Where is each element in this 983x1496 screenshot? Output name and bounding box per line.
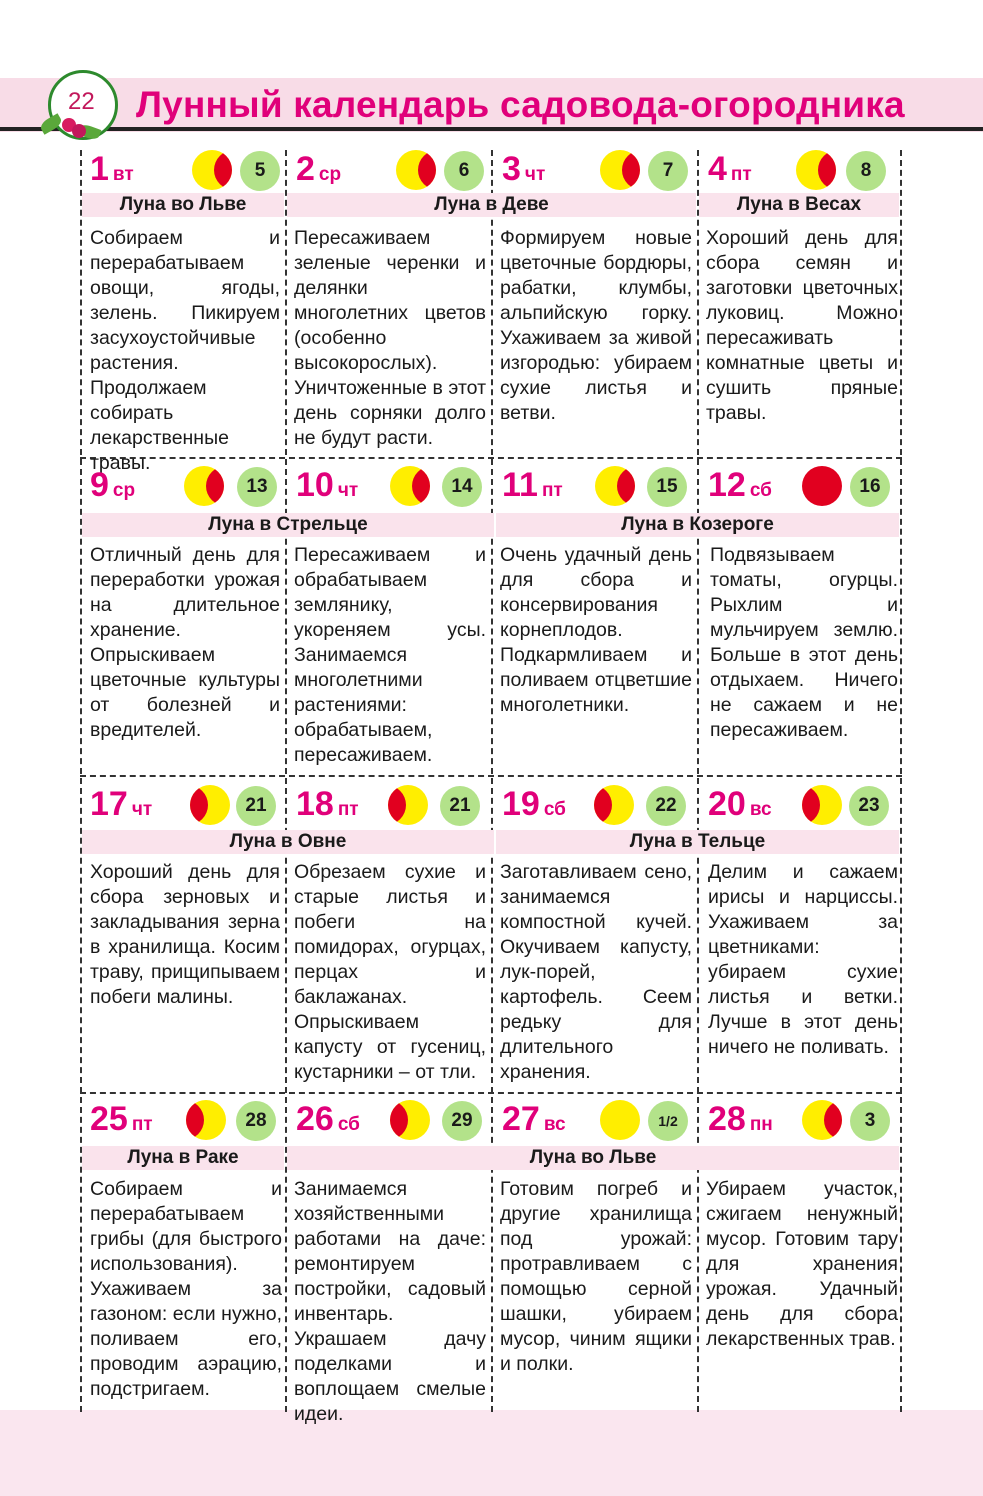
day-number: 12 сб [708, 466, 772, 504]
moon-phase-icon [184, 466, 224, 506]
day-description: Подвязываем томаты, огурцы. Рыхлим и мульчируем землю. Больше в этот день отдыхаем. Ничего не сажаем и не пересаживаем. [710, 544, 898, 741]
day-header [80, 466, 285, 516]
lunar-day-badge: 21 [440, 786, 480, 826]
day-description: Собираем и перерабатываем грибы (для быстрого использования). Ухаживаем за газоном: если нужно, поливаем его, проводим аэрацию, подстригаем. [90, 1178, 282, 1400]
lunar-day-badge: 13 [237, 467, 277, 507]
moon-phase-icon [192, 150, 232, 190]
day-header [286, 785, 491, 835]
grid-line [697, 150, 699, 1412]
moon-phase-icon [594, 785, 634, 825]
lunar-day-badge: 8 [846, 151, 886, 191]
day-description: Пересаживаем зеленые черенки и делянки многолетних цветов (особенно высокорослых). Уничтоженные в этот день сорняки долго не будут расти. [294, 227, 486, 449]
day-header [492, 466, 697, 516]
lunar-day-badge: 15 [647, 467, 687, 507]
day-description: Хороший день для сбора семян и заготовки цветочных луковиц. Можно пересаживать комнатные цветы и сушить пряные травы. [706, 227, 898, 424]
zodiac-sign-bar: Луна в Деве [287, 193, 696, 217]
zodiac-sign-bar: Луна во Льве [287, 1146, 899, 1170]
moon-phase-icon [396, 150, 436, 190]
day-number: 1 вт [90, 150, 134, 188]
lunar-day-badge: 16 [850, 467, 890, 507]
grid-line [80, 150, 82, 1412]
moon-phase-icon [390, 466, 430, 506]
moon-phase-icon [190, 785, 230, 825]
grid-line [491, 150, 493, 1412]
day-number: 9 ср [90, 466, 136, 504]
day-description: Пересаживаем и обрабатываем землянику, укореняем усы. Занимаемся многолетними растениями: обрабатываем, пересаживаем. [294, 544, 486, 766]
lunar-day-badge: 28 [236, 1101, 276, 1141]
lunar-day-badge: 29 [442, 1101, 482, 1141]
grid-line [80, 1092, 902, 1094]
day-number: 17 чт [90, 785, 153, 823]
bottom-band [0, 1410, 983, 1496]
day-header [698, 785, 903, 835]
page-title: Лунный календарь садовода-огородника [136, 84, 905, 125]
moon-phase-icon [595, 466, 635, 506]
lunar-day-badge: 23 [849, 786, 889, 826]
zodiac-sign-bar: Луна в Раке [82, 1146, 284, 1170]
lunar-day-badge: 14 [442, 467, 482, 507]
day-description: Формируем новые цветочные бордюры, рабатки, клумбы, альпийскую горку. Ухаживаем за живой изгородью: убираем сухие листья и ветви. [500, 227, 692, 424]
zodiac-sign-bar: Луна в Тельце [496, 830, 899, 854]
moon-phase-icon [388, 785, 428, 825]
berry-icon [72, 124, 86, 138]
day-header [698, 1100, 903, 1150]
lunar-day-badge: 6 [444, 151, 484, 191]
day-description: Убираем участок, сжигаем ненужный мусор. Готовим тару для хранения урожая. Удачный день для сбора лекарственных трав. [706, 1178, 898, 1350]
moon-phase-icon [390, 1100, 430, 1140]
moon-phase-icon [600, 150, 640, 190]
day-number: 28 пн [708, 1100, 773, 1138]
day-number: 3 чт [502, 150, 546, 188]
day-number: 10 чт [296, 466, 359, 504]
lunar-day-badge: 1/2 [648, 1101, 688, 1141]
day-number: 4 пт [708, 150, 752, 188]
day-header [80, 785, 285, 835]
day-number: 27 вс [502, 1100, 566, 1138]
lunar-day-badge: 3 [850, 1101, 890, 1141]
day-number: 2 ср [296, 150, 342, 188]
day-header [492, 785, 697, 835]
grid-line [80, 775, 902, 777]
day-description: Хороший день для сбора зерновых и закладывания зерна в хранилища. Косим траву, прищипываем побеги малины. [90, 861, 280, 1008]
day-description: Очень удачный день для сбора и консервирования корнеплодов. Подкармливаем и поливаем отцветшие многолетники. [500, 544, 692, 716]
day-header [492, 1100, 697, 1150]
moon-phase-icon [186, 1100, 226, 1140]
day-number: 11 пт [502, 466, 563, 504]
new-moon-icon [600, 1100, 640, 1140]
grid-line [900, 150, 902, 1412]
zodiac-sign-bar: Луна в Козероге [496, 513, 899, 537]
day-number: 25 пт [90, 1100, 153, 1138]
moon-phase-icon [802, 785, 842, 825]
header-underline [0, 127, 983, 131]
grid-line [285, 150, 287, 1412]
day-description: Обрезаем сухие и старые листья и побеги на помидорах, огурцах, перцах и баклажанах. Опрыскиваем капусту от гусениц, кустарники – от тли. [294, 861, 486, 1083]
day-number: 20 вс [708, 785, 772, 823]
day-description: Отличный день для переработки урожая на длительное хранение. Опрыскиваем цветочные культуры от болезней и вредителей. [90, 544, 280, 741]
lunar-day-badge: 22 [646, 786, 686, 826]
lunar-day-badge: 5 [240, 151, 280, 191]
day-header [80, 1100, 285, 1150]
day-number: 18 пт [296, 785, 359, 823]
page-number: 22 [68, 88, 95, 115]
day-description: Собираем и перерабатываем овощи, ягоды, зелень. Пикируем засухоустойчивые растения. Продолжаем собирать лекарственные травы. [90, 227, 280, 474]
zodiac-sign-bar: Луна в Весах [699, 193, 899, 217]
day-description: Делим и сажаем ирисы и нарциссы. Ухаживаем за цветниками: убираем сухие листья и ветки. Лучше в этот день ничего не поливать. [708, 861, 898, 1058]
day-description: Занимаемся хозяйственными работами на даче: ремонтируем постройки, садовый инвентарь. Украшаем дачу поделками и воплощаем смелые идеи. [294, 1178, 486, 1425]
zodiac-sign-bar: Луна во Льве [82, 193, 284, 217]
day-header [698, 466, 903, 516]
zodiac-sign-bar: Луна в Овне [82, 830, 494, 854]
day-number: 19 сб [502, 785, 566, 823]
moon-phase-icon [802, 1100, 842, 1140]
lunar-day-badge: 7 [648, 151, 688, 191]
day-header [286, 466, 491, 516]
zodiac-sign-bar: Луна в Стрельце [82, 513, 494, 537]
moon-phase-icon [796, 150, 836, 190]
day-header [286, 1100, 491, 1150]
day-number: 26 сб [296, 1100, 360, 1138]
full-moon-icon [802, 466, 842, 506]
day-description: Заготавливаем сено, занимаемся компостной кучей. Окучиваем капусту, лук-порей, картофель. Сеем редьку для длительного хранения. [500, 861, 692, 1083]
day-description: Готовим погреб и другие хранилища под урожай: протравливаем с помощью серной шашки, убираем мусор, чиним ящики и полки. [500, 1178, 692, 1375]
lunar-day-badge: 21 [236, 786, 276, 826]
